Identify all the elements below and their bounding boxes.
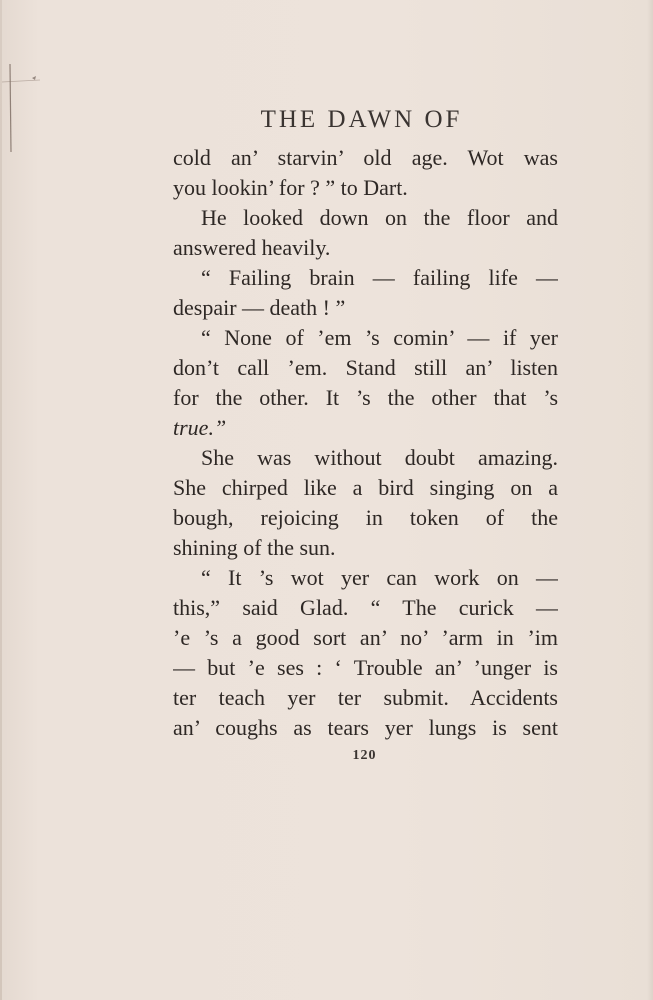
text-line: for the other. It ’s the other that ’s — [173, 385, 558, 410]
text-line: this,” said Glad. “ The curick — — [173, 595, 558, 620]
text-line: She chirped like a bird singing on a — [173, 475, 558, 500]
text-line: true.” — [173, 415, 227, 440]
text-line: ’e ’s a good sort an’ no’ ’arm in ’im — [173, 625, 558, 650]
text-line: “ It ’s wot yer can work on — — [201, 565, 558, 590]
text-line: “ Failing brain — failing life — — [201, 265, 558, 290]
text-line: ter teach yer ter submit. Accidents — [173, 685, 558, 710]
running-head: THE DAWN OF — [260, 106, 463, 133]
text-line: despair — death ! ” — [173, 295, 346, 320]
text-line: He looked down on the floor and — [201, 205, 558, 230]
text-line: cold an’ starvin’ old age. Wot was — [173, 145, 558, 170]
text-line: — but ’e ses : ‘ Trouble an’ ’unger is — [173, 655, 558, 680]
text-line: shining of the sun. — [173, 535, 336, 560]
text-line: answered heavily. — [173, 235, 331, 260]
text-line: don’t call ’em. Stand still an’ listen — [173, 355, 558, 380]
text-line: you lookin’ for ? ” to Dart. — [173, 175, 408, 200]
page-number: 120 — [352, 748, 377, 763]
text-line: an’ coughs as tears yer lungs is sent — [173, 715, 558, 740]
text-line: “ None of ’em ’s comin’ — if yer — [201, 325, 558, 350]
text-line: bough, rejoicing in token of the — [173, 505, 558, 530]
body-text — [173, 143, 558, 743]
text-line: She was without doubt amazing. — [201, 445, 558, 470]
page-right-edge — [647, 0, 653, 1000]
